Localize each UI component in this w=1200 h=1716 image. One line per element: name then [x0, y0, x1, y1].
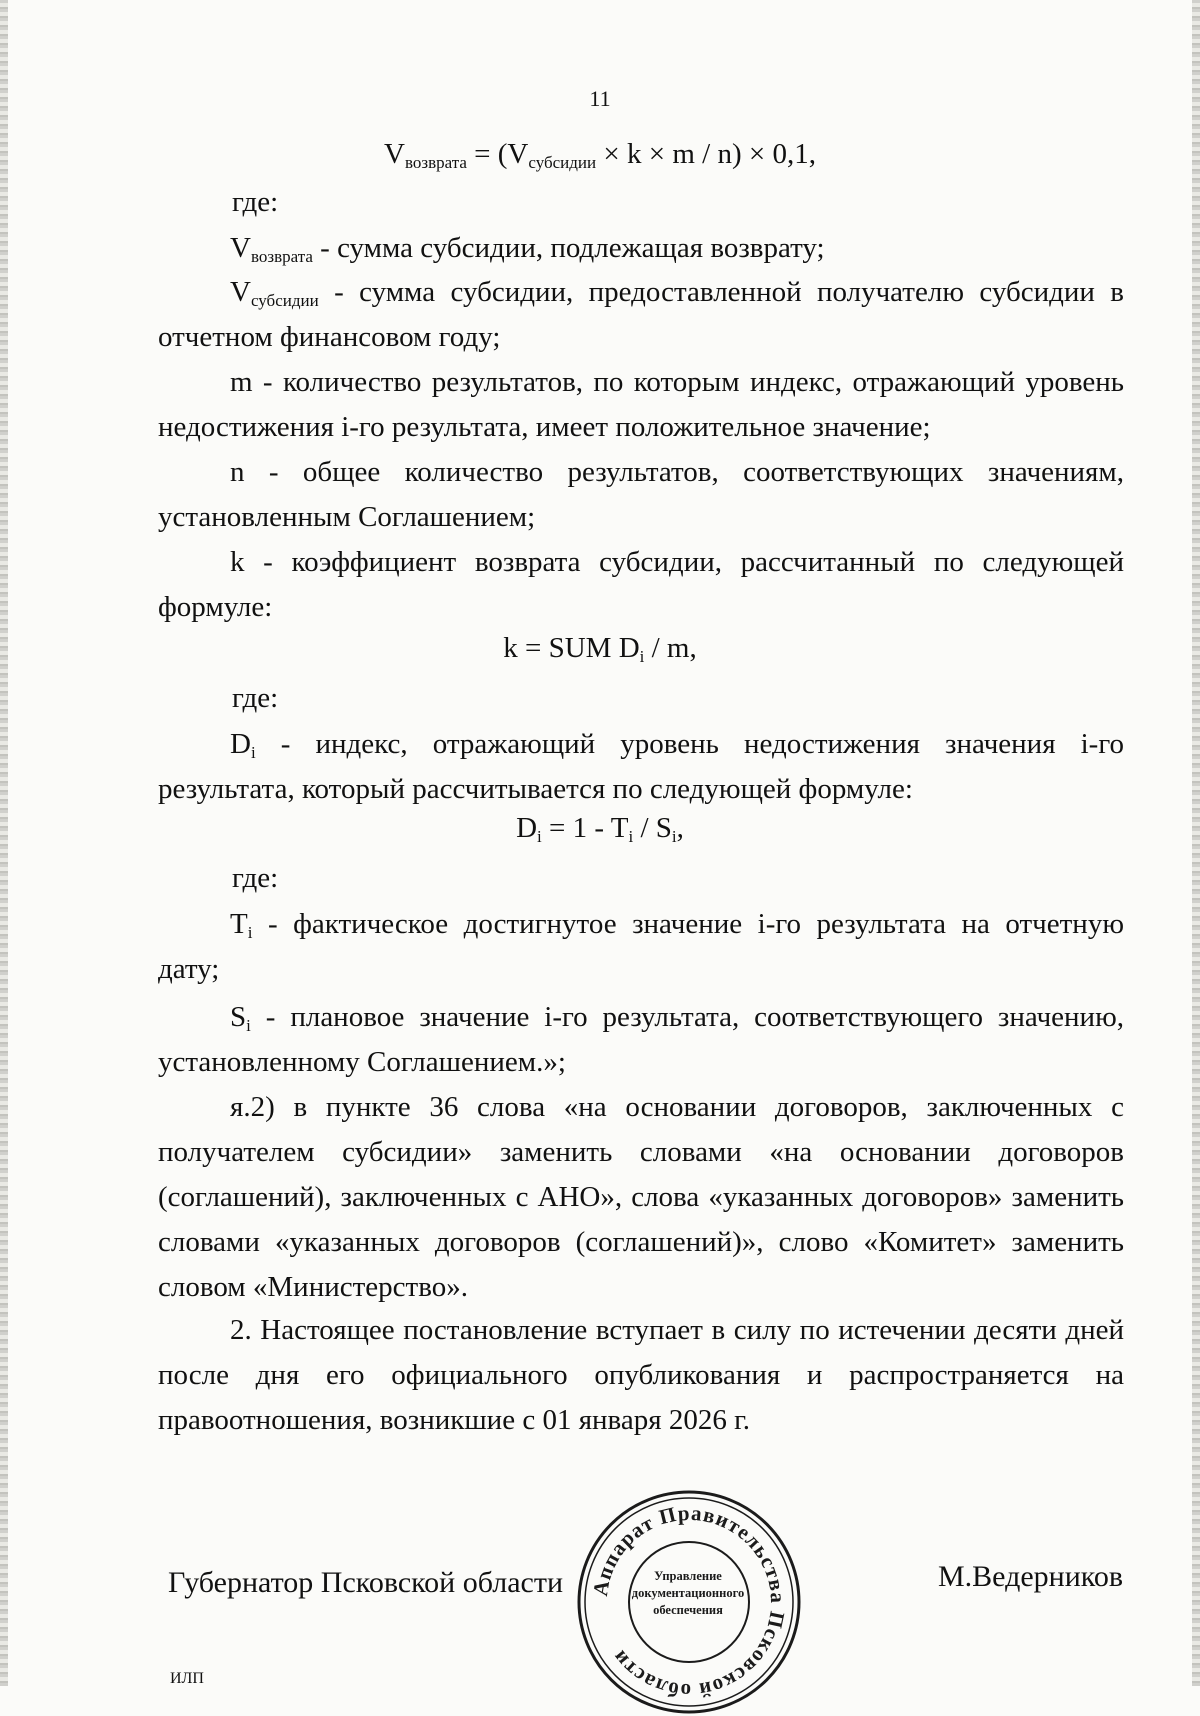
page-number: 11: [589, 86, 611, 111]
stamp-center-text: Управление документационного обеспечения: [631, 1569, 745, 1617]
definition-v-subsidy: $V_{субсидии}$ - сумма субсидии, предоставленной получателю субсидии в отчетном финансовом году;: [158, 276, 1124, 353]
item-2-effective-date: 2. Настоящее постановление вступает в силу по истечении десяти дней после дня его официального опубликования и распространяется на правоотношения, возникшие с 01 января 2026 г.: [158, 1314, 1124, 1436]
definition-di: $D_i$ - индекс, отражающий уровень недостижения значения i-го результата, который рассчитывается по следующей формуле:: [158, 728, 1124, 805]
signature-title: Губернатор Псковской области: [168, 1566, 564, 1599]
definition-m: m - количество результатов, по которым индекс, отражающий уровень недостижения i-го результата, имеет положительное значение;: [158, 366, 1124, 443]
formula-di: $D_i = 1 - T_i / S_i$,: [516, 812, 684, 846]
formula-return-amount: $V_{возврата} = (V_{субсидии} \times k \times m / n) \times 0,1$,: [384, 138, 816, 172]
where-label-3: где:: [232, 862, 279, 894]
definition-ti: $T_i$ - фактическое достигнутое значение i-го результата на отчетную дату;: [158, 908, 1124, 985]
item-ya2: я.2) в пункте 36 слова «на основании договоров, заключенных с получателем субсидии» заменить словами «на основании договоров (соглашений), заключенных с АНО», слова «указанных договоров» заменить словами «указанных договоров (соглашений)», слово «Комитет» заменить словом «Министерство».: [158, 1091, 1124, 1303]
footer-code: ИЛП: [170, 1670, 204, 1687]
definition-si: $S_i$ - плановое значение i-го результата, соответствующего значению, установленному Соглашением.»;: [158, 1001, 1124, 1078]
stamp-ring-text: Аппарат Правительства Псковской области: [588, 1500, 791, 1704]
formula-k: k = SUM $D_i$ / m,: [503, 632, 697, 666]
signature-name: М.Ведерников: [938, 1560, 1124, 1593]
definition-v-return: $V_{возврата}$ - сумма субсидии, подлежащая возврату;: [230, 232, 825, 266]
where-label: где:: [232, 186, 279, 218]
where-label-2: где:: [232, 682, 279, 714]
definition-n: n - общее количество результатов, соответствующих значениям, установленным Соглашением;: [158, 456, 1124, 533]
definition-k: k - коэффициент возврата субсидии, рассчитанный по следующей формуле:: [158, 546, 1124, 623]
